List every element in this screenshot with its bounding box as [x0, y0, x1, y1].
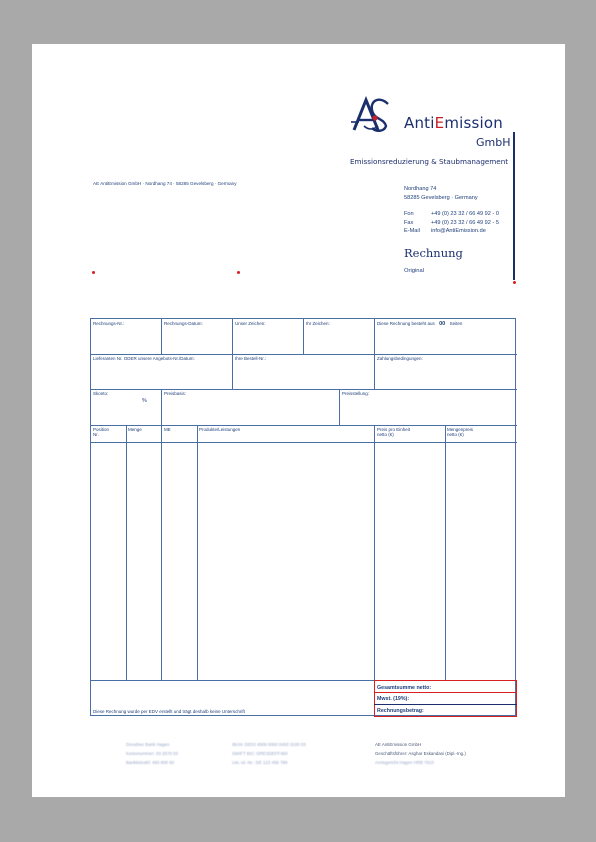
mwst-label: Mwst. (19%): — [377, 696, 410, 702]
footer-bank — [126, 740, 178, 767]
company-logo — [350, 96, 390, 134]
edv-note: Diese Rechnung wurde per EDV erstellt und trägt deshalb keine Unterschrift — [93, 709, 245, 714]
footer-swift: SWIFT BIC: DRESDEFF450 — [232, 751, 288, 756]
invoice-page — [32, 44, 565, 797]
company-legal-form: GmbH — [476, 136, 511, 149]
fon-row: Fon +49 (0) 23 32 / 66 49 92 - 0 — [404, 211, 499, 218]
rechnung-nr-label: Rechnungs-Nr.: — [93, 321, 125, 326]
col-header-me: ME — [164, 427, 171, 432]
company-tagline: Emissionsreduzierung & Staubmanagement — [350, 157, 509, 166]
skonto-label: Skonto: — [93, 391, 109, 396]
rechnung-datum-label: Rechnungs-Datum: — [164, 321, 203, 326]
logo-mark-icon — [350, 96, 390, 134]
bestell-nr-label: Ihre Bestell-Nr.: — [235, 356, 267, 361]
footer-blz: Bankleitzahl: 450 800 60 — [126, 760, 175, 765]
footer-company: AE AntiEmission GmbH — [375, 742, 422, 747]
col-header-produkte: Produkte/Leistungen — [199, 427, 241, 432]
footer-ust: Ust.-Id.-Nr.: DE 123 456 789 — [232, 760, 288, 765]
footer-iban: IBAN: DE03 4508 0060 0450 3100 03 — [232, 742, 306, 747]
col-header-preis: Preis pro Einheit netto (€) — [377, 427, 411, 438]
footer-iban-block — [232, 740, 306, 767]
document-subtitle: Original — [404, 268, 424, 274]
footer-bank-name: Dresdner Bank Hagen — [126, 742, 170, 747]
address-block — [404, 185, 499, 236]
seiten-count[interactable]: 00 — [439, 321, 446, 327]
zahlungsbedingungen-label: Zahlungsbedingungen: — [377, 356, 423, 361]
invoice-form — [90, 318, 516, 716]
company-name: AntiEmission — [404, 114, 503, 132]
fold-mark — [513, 281, 516, 284]
ihr-zeichen-label: Ihr Zeichen: — [306, 321, 330, 326]
footer-amtsgericht: Amtsgericht Hagen HRB 7810 — [375, 760, 434, 765]
address-street: Nordhang 74 — [404, 186, 437, 192]
unser-zeichen-label: Unser Zeichen: — [235, 321, 266, 326]
document-title: Rechnung — [404, 246, 463, 260]
preisstellung-label: Preisstellung: — [342, 391, 370, 396]
footer-gf: Geschäftsführer: Asghar Eskandani (Dipl.-Ing.) — [375, 751, 466, 756]
fold-mark-center — [237, 271, 240, 274]
fax-row: Fax +49 (0) 23 32 / 66 49 92 - 5 — [404, 219, 499, 226]
header-divider — [513, 132, 515, 280]
preisbasis-label: Preisbasis: — [164, 391, 187, 396]
lieferanten-label: Lieferanten Nr. ODER unsere Angebots-Nr./Datum: — [93, 356, 195, 361]
address-city: 58285 Gevelsberg · Germany — [404, 194, 478, 201]
skonto-percent: % — [142, 398, 147, 404]
gesamtsumme-label: Gesamtsumme netto: — [377, 685, 432, 691]
footer-company-block — [375, 740, 466, 767]
email-row: E-Mail info@AntiEmission.de — [404, 228, 486, 235]
seiten-info: Diese Rechnung besteht aus 00 Seiten — [377, 321, 463, 327]
fold-mark-left — [92, 271, 95, 274]
col-header-menge: Menge — [128, 427, 142, 432]
col-header-mengenpreis: Mengenpreis netto (€) — [447, 427, 474, 438]
col-header-position: Position Nr. — [93, 427, 110, 438]
footer-konto: Kontonummer: 03 2570 03 — [126, 751, 178, 756]
sender-line: AE AntiEmission GmbH · Nordhang 74 · 58285 Gevelsberg · Germany — [93, 181, 237, 186]
rechnungsbetrag-label: Rechnungsbetrag: — [377, 708, 424, 714]
email-link[interactable]: info@AntiEmission.de — [431, 228, 486, 235]
